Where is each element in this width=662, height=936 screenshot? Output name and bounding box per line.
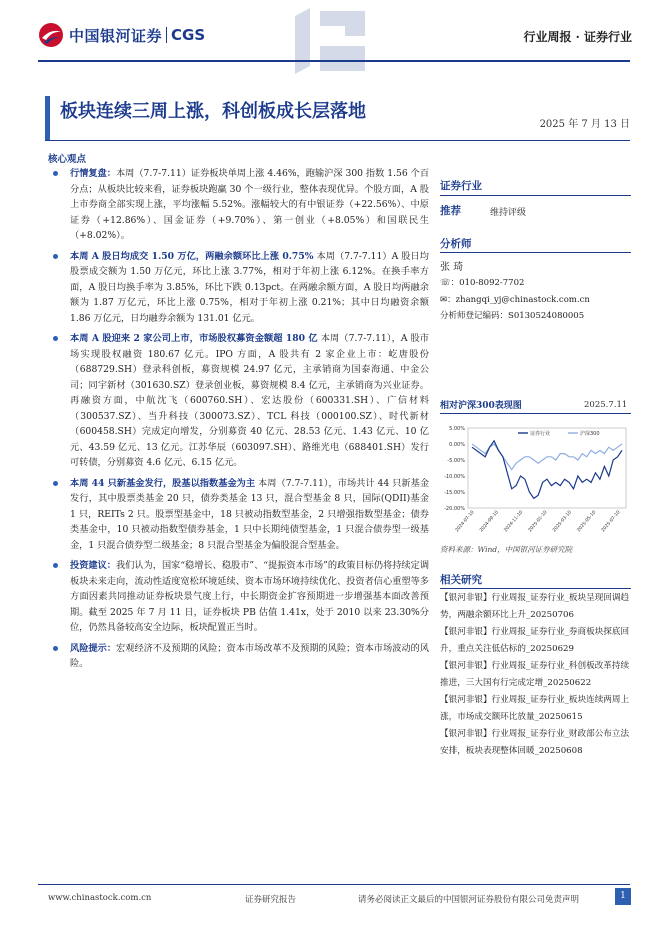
- x-tick-label: 2024-11-10: [503, 510, 525, 534]
- bullet-dot-icon: [53, 481, 58, 486]
- report-type: 行业周报 · 证券行业: [523, 30, 632, 44]
- title-divider: [45, 140, 630, 141]
- email-address[interactable]: zhangqi_yj@chinastock.com.cn: [455, 295, 590, 305]
- email-icon: ✉: [440, 295, 448, 305]
- bullet-lead: 投资建议：: [70, 560, 116, 571]
- header-divider: [38, 60, 630, 62]
- y-tick-label: -15.00%: [444, 490, 465, 496]
- sidebar-rule: [440, 195, 631, 196]
- x-tick-label: 2024-09-10: [479, 510, 500, 534]
- sidebar-rule: [440, 588, 631, 589]
- y-tick-label: -10.00%: [444, 474, 465, 480]
- bullet-turnover: [48, 249, 429, 327]
- chart-date: 2025.7.11: [584, 400, 628, 410]
- footer-disclaimer: 请务必阅读正文最后的中国银河证券股份有限公司免责声明: [358, 895, 580, 905]
- cgs-watermark-icon: [290, 6, 370, 76]
- bullet-lead: 本周 44 只新基金发行，股基以指数基金为主: [70, 477, 256, 489]
- x-tick-label: 2025-01-10: [527, 510, 549, 534]
- phone-icon: ☏: [440, 278, 451, 288]
- page-number: 1: [615, 888, 631, 905]
- analyst-email: ✉：zhangqi_yj@chinastock.com.cn: [440, 295, 590, 305]
- bullet-dot-icon: [53, 646, 58, 651]
- y-tick-label: -5.00%: [447, 458, 465, 464]
- bullet-dot-icon: [53, 336, 58, 341]
- analyst-name: 张 琦: [440, 262, 464, 273]
- series-line-csi300: [472, 444, 622, 470]
- bullet-lead: 本周 A 股迎来 2 家公司上市，市场股权募资金额超 180 亿: [70, 333, 318, 344]
- report-date: 2025 年 7 月 13 日: [539, 119, 630, 130]
- bullet-text: 宏观经济不及预期的风险；资本市场改革不及预期的风险；资本市场波动的风险。: [70, 642, 430, 669]
- galaxy-logo-icon: [38, 22, 64, 48]
- bullet-dot-icon: [53, 563, 58, 568]
- bullet-lead: 本周 A 股日均成交 1.50 万亿，两融余额环比上涨 0.75%: [70, 250, 314, 262]
- analyst-phone: ☏：010-8092-7702: [440, 278, 525, 288]
- footer-divider: [38, 884, 630, 885]
- series-line-securities: [472, 441, 622, 499]
- sidebar-rule: [440, 413, 631, 414]
- bullet-text: 本周（7.7-7.11）证券板块单周上涨 4.46%，跑输沪深 300 指数 1.56 个百分点；从板块比较来看，证券板块跑赢 30 个一级行业，整体表现优异。个股方面，A 股上市券商全部实现上涨，平均涨幅 5.52%。涨幅较大的有中银证券（+22.56%）、中原证券（+12.86%）、国金证券（+9.70%）、第一创业（+8.05%）和国联民生（+8.02%）。: [70, 168, 430, 241]
- bullet-risk: [48, 641, 429, 672]
- x-tick-label: 2024-07-10: [454, 510, 476, 534]
- logo-text: 中国银河证券: [69, 26, 163, 45]
- analyst-registration: 分析师登记编码：S0130524080005: [440, 311, 585, 321]
- bullet-market-review: [48, 166, 429, 244]
- core-viewpoints-label: 核心观点: [48, 154, 87, 165]
- legend-label: 沪深300: [580, 431, 600, 437]
- x-tick-label: 2025-07-10: [600, 510, 622, 534]
- related-heading: 相关研究: [440, 574, 482, 586]
- bullet-investment-advice: [48, 558, 429, 636]
- bullet-funds: [48, 476, 429, 554]
- bullet-text: 本周（7.7-7.11），市场共计 44 只新基金发行，其中股票类基金 20 只，债券类基金 13 只，混合型基金 8 只，国际(QDII)基金 1 只，REITs 2 只。股票型基金中，18 只被动指数型基金，2 只增强指数型基金；债券类基金中，10 只被动指数型债券基金，1 只中长期纯债型基金，1 只混合债券型一级基金，1 只混合债券型二级基金；8 只混合型基金为偏股混合型基金。: [70, 477, 430, 551]
- rating-value: 维持评级: [490, 208, 527, 218]
- rating-label: 推荐: [440, 205, 461, 217]
- core-viewpoints: [48, 166, 429, 677]
- bullet-lead: 行情复盘：: [70, 168, 116, 179]
- chart-title: 相对沪深300表现图: [440, 401, 522, 411]
- sidebar-rule: [440, 252, 631, 253]
- related-report[interactable]: 【银河非银】行业周报_证券行业_财政部公布立法安排，板块表现整体回暖_20250608: [440, 729, 630, 756]
- bullet-dot-icon: [53, 171, 58, 176]
- related-report[interactable]: 【银河非银】行业周报_证券行业_板块呈现回调趋势，两融余额环比上升_20250706: [440, 593, 630, 620]
- bullet-text: 我们认为，国家“稳增长、稳股市”、“提振资本市场”的政策目标仍将持续定调板块未来走向，流动性适度宽松环境延续、资本市场环境持续优化、投资者信心重塑等多方面因素共同推动证券板块景气度上行，中长期资金扩容预期进一步增强基本面改善预期。截至 2025 年 7 月 11 日，证券板块 PB 估值 1.41x，处于 2010 以来 23.30%分位，仍然具备较高安全边际，板块配置正当时。: [70, 560, 430, 633]
- chart-source: 资料来源：Wind，中国银河证券研究院: [440, 545, 573, 554]
- analyst-heading: 分析师: [440, 238, 472, 250]
- bullet-dot-icon: [53, 254, 58, 259]
- chart-frame: [468, 428, 626, 508]
- logo-short: CGS: [171, 26, 206, 44]
- x-tick-label: 2025-05-10: [576, 510, 598, 534]
- x-tick-label: 2025-03-10: [552, 510, 573, 534]
- title-accent-bar: [45, 96, 50, 140]
- page-title: 板块连续三周上涨，科创板成长层落地: [60, 101, 366, 122]
- bullet-lead: 风险提示：: [70, 642, 117, 654]
- y-tick-label: -20.00%: [444, 506, 465, 512]
- bullet-ipo: [48, 331, 429, 471]
- related-report[interactable]: 【银河非银】行业周报_证券行业_科创板改革持续推进，三大国有行完成定增_20250622: [440, 661, 630, 688]
- footer-website[interactable]: www.chinastock.com.cn: [48, 893, 152, 903]
- performance-chart: [440, 418, 631, 538]
- y-tick-label: 0.00%: [449, 442, 465, 448]
- industry-heading: 证券行业: [440, 180, 482, 192]
- brand-logo: [38, 22, 205, 48]
- footer-center-label: 证券研究报告: [245, 895, 297, 905]
- related-list: [440, 590, 631, 760]
- phone-number: 010-8092-7702: [459, 278, 525, 288]
- bullet-text: 本周（7.7-7.11）A 股日均股票成交额为 1.50 万亿元，环比上涨 3.77%，相对于年初上涨 6.12%。在换手率方面，A 股日均换手率为 3.85%，环比下跌 0.13pct。在两融余额方面，A 股日均两融余额为 1.87 万亿元，环比上涨 0.75%，相对于年初上涨 0.21%；其中日均融资余额 1.86 万亿元，日均融券余额为 131.01 亿元。: [70, 250, 429, 324]
- bullet-text: 本周（7.7-7.11），A 股市场实现股权融资 180.67 亿元。IPO 方面，A 股共有 2 家企业上市：屹唐股份（688729.SH）登录科创板，募资规模 24.97 亿元，主承销商为国泰海通、中金公司；同宇新材（301630.SZ）登录创业板，募资规模 8.4 亿元，主承销商为兴业证券。再融资方面，中航沈飞（600760.SH）、宏达股份（600331.SH）、广信材料（300537.SZ）、当升科技（300073.SZ）、TCL 科技（000100.SZ）、时代新材（600458.SH）完成定向增发，分别募资 40 亿元、28.53 亿元、1.43 亿元、10 亿元、43.59 亿元、13 亿元。江苏华辰（603097.SH）、路维光电（688401.SH）发行可转债，分别募资 4.6 亿元、6.15 亿元。: [70, 333, 429, 468]
- related-report[interactable]: 【银河非银】行业周报_证券行业_券商板块探底回升，重点关注低估标的_20250629: [440, 627, 630, 654]
- logo-divider: [166, 27, 167, 43]
- legend-label: 证券行业: [530, 431, 551, 437]
- y-tick-label: 5.00%: [449, 426, 465, 432]
- related-report[interactable]: 【银河非银】行业周报_证券行业_板块连续两周上涨，市场成交额环比放量_20250615: [440, 695, 630, 722]
